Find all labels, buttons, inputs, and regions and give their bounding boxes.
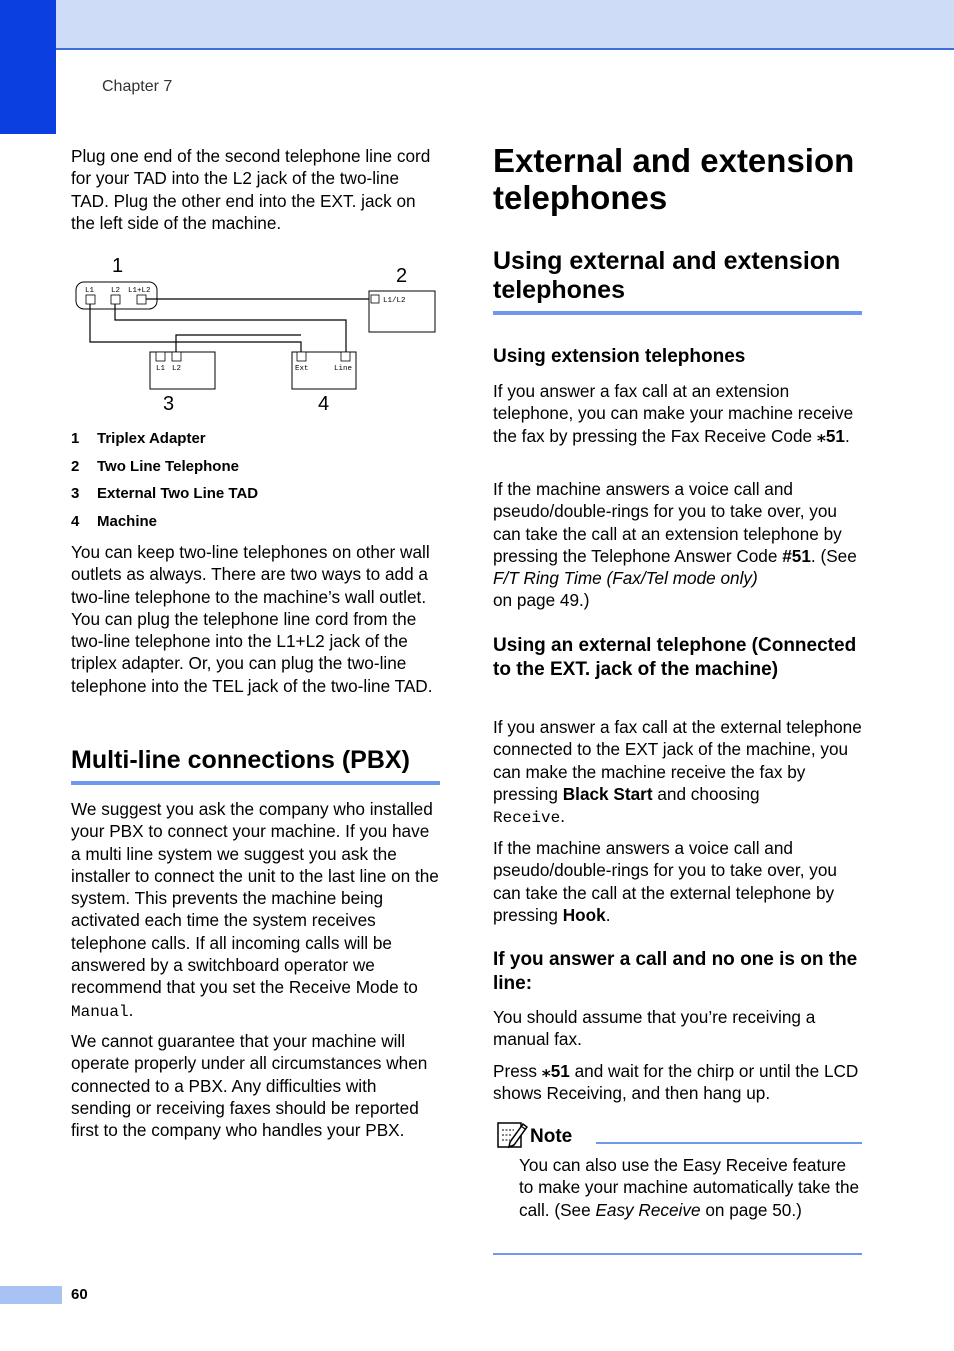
machine-port-ext [297,352,306,361]
callout-3: 3 [163,393,175,415]
header-band [0,0,954,50]
legend-item: 4 Machine [71,513,158,530]
chapter-label: Chapter 7 [102,78,173,95]
tad-port-1 [156,352,165,361]
tad-jack-l1: L1 [156,365,166,373]
machine-port-line [341,352,350,361]
pbx-heading-wrap [71,746,440,785]
page-title: External and extension telephones [493,142,855,216]
note-top-rule [596,1142,862,1144]
no-one-paragraph-1: You should assume that you’re receiving a manual fax. [493,1007,816,1050]
callout-4: 4 [318,393,330,415]
telephone-jack-label: L1/L2 [383,297,406,305]
machine-jack-ext: Ext [295,365,309,373]
external-heading: Using an external telephone (Connected to the EXT. jack of the machine) [493,635,857,680]
extension-heading: Using extension telephones [493,346,746,367]
extension-heading-wrap [493,345,862,369]
external-paragraph-1: If you answer a fax call at the external telephone connected to the EXT jack of the machine, you can make the machine receive the fax by pressing Black Start and choosing Receive. [493,717,862,828]
note-pencil-icon [496,1120,528,1150]
machine-jack-line: Line [334,365,353,373]
pbx-heading: Multi-line connections (PBX) [71,746,440,785]
adapter-port-1 [86,295,95,304]
note-header [493,1120,862,1152]
pbx-paragraph-2: We cannot guarantee that your machine will operate properly under all circumstances when connected to a PBX. Any difficulties with sending or receiving faxes should be reported first to the company who handles your PBX. [71,1031,428,1141]
callout-1: 1 [112,255,124,277]
legend-item: 2 Two Line Telephone [71,458,239,475]
adapter-jack-l2: L2 [111,287,121,295]
no-one-heading: If you answer a call and no one is on the line: [493,949,858,994]
receive-option: Receive [493,809,561,828]
legend-item: 1 Triplex Adapter [71,430,206,447]
no-one-heading-wrap [493,948,862,996]
note-text: You can also use the Easy Receive feature to make your machine automatically take the call. (See Easy Receive on page 50.) [519,1155,860,1220]
legend-item: 3 External Two Line TAD [71,485,259,502]
no-one-paragraph-2: Press ⁎51 and wait for the chirp or until the LCD shows Receiving, and then hang up. [493,1061,859,1104]
connection-diagram [71,250,441,420]
telephone-port [371,295,379,303]
page-number-band [0,1286,62,1304]
adapter-port-2 [111,295,120,304]
adapter-jack-l1: L1 [85,287,95,295]
external-heading-wrap [493,634,862,682]
pbx-paragraph-1: We suggest you ask the company who installed your PBX to connect your machine. If you have a multi line system we suggest you ask the installer to connect the unit to the last line on the system. This prevents the machine being activated each time the system receives telephone calls. If all incoming calls will be answered by a switchboard operator we recommend that you set the Receive Mode to Manual. [71,799,439,1021]
intro-paragraph: Plug one end of the second telephone line cord for your TAD into the L2 jack of the two-line TAD. Plug the other end into the EXT. jack on the left side of the machine. [71,146,431,233]
extension-paragraph-1: If you answer a fax call at an extension telephone, you can make your machine receive the fax by pressing the Fax Receive Code ⁎51. [493,381,854,446]
chapter-tab [0,0,56,134]
adapter-jack-l1l2: L1+L2 [128,287,151,295]
note-bottom-rule [493,1253,862,1255]
receive-mode-manual: Manual [71,1002,129,1021]
page-number: 60 [71,1286,88,1303]
tad-jack-l2: L2 [172,365,182,373]
adapter-port-3 [137,295,146,304]
section-heading-wrap [493,247,862,315]
callout-2: 2 [396,265,408,287]
tad-port-2 [172,352,181,361]
extension-paragraph-2: If the machine answers a voice call and pseudo/double-rings for you to take over, you can take the call at an extension telephone by pressing the Telephone Answer Code #51. (See F/T Ring Time (Fax/Tel mode only) on page 49.) [493,479,857,611]
note-label: Note [530,1126,573,1147]
page-title-wrap [493,142,862,216]
section-heading: Using external and extension telephones [493,247,862,315]
external-paragraph-2: If the machine answers a voice call and pseudo/double-rings for you to take over, you can take the call at the external telephone by pressing Hook. [493,838,837,925]
two-line-paragraph: You can keep two-line telephones on other wall outlets as always. There are two ways to add a two-line telephone to the machine’s wall outlet. You can plug the telephone line cord from the two-line telephone into the L1+L2 jack of the triplex adapter. Or, you can plug the two-line telephone into the TEL jack of the two-line TAD. [71,542,433,696]
